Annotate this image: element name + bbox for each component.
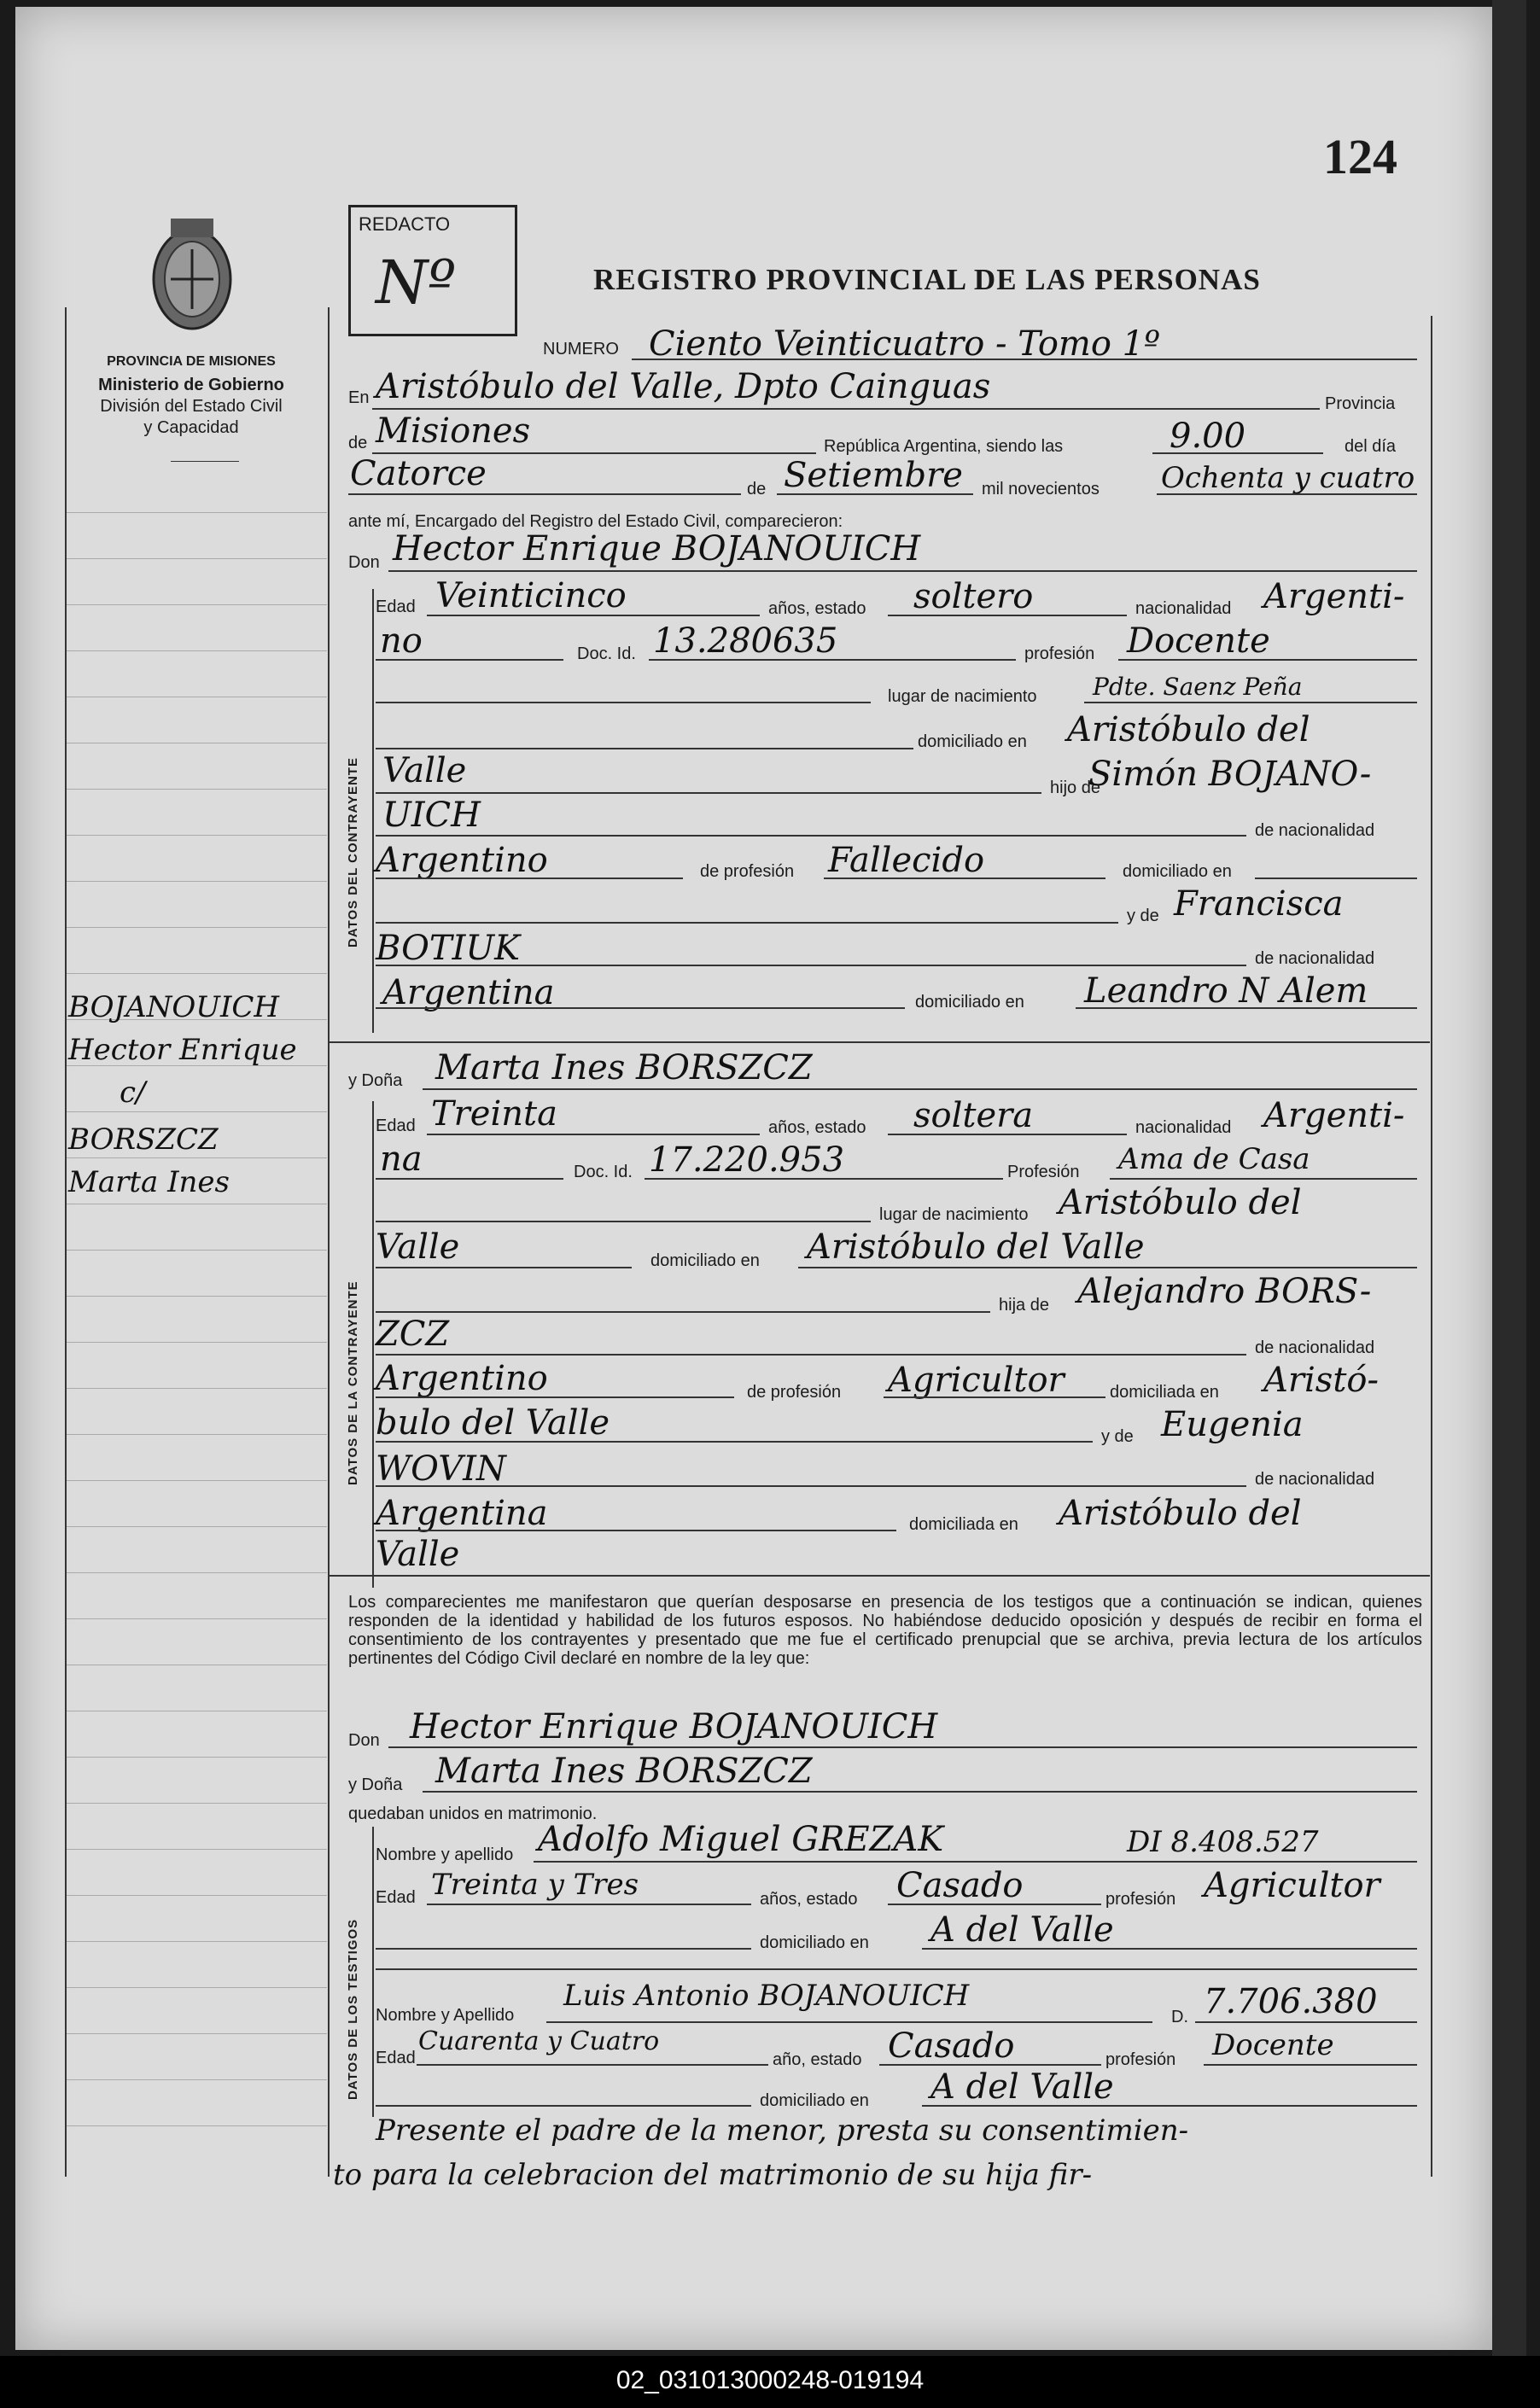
groom-madre-nac: Argentina	[382, 973, 555, 1012]
w1-nombre-value: Adolfo Miguel GREZAK	[538, 1820, 944, 1859]
bride-madre-cont: WOVIN	[376, 1449, 506, 1489]
w2-profesion-value: Docente	[1212, 2028, 1334, 2062]
bride-nacionalidad-label: nacionalidad	[1135, 1118, 1232, 1137]
w2-doc-value: 7.706.380	[1204, 1982, 1378, 2021]
numero-value: Ciento Veinticuatro - Tomo 1º	[649, 324, 1160, 364]
bride-nacionalidad-cont: na	[380, 1140, 423, 1179]
w1-anios-label: años, estado	[760, 1890, 858, 1909]
margin-ruled-line	[67, 881, 327, 882]
bride-dom-label: domiciliada en	[1110, 1383, 1219, 1402]
anio-value: Ochenta y cuatro	[1161, 461, 1415, 495]
w1-profesion-label: profesión	[1105, 1890, 1176, 1909]
bride-anios-label: años, estado	[768, 1118, 866, 1137]
bride-lugar-label: lugar de nacimiento	[879, 1205, 1029, 1224]
groom-nacionalidad-label: nacionalidad	[1135, 599, 1232, 618]
bride-padre-prof: Agricultor	[888, 1361, 1065, 1400]
groom-madre-nac-label: de nacionalidad	[1255, 949, 1375, 968]
division-label: División del Estado Civil	[100, 397, 283, 416]
margin-ruled-line	[67, 1342, 327, 1343]
bride-madre-value: Eugenia	[1161, 1405, 1304, 1444]
book-binding	[1492, 0, 1526, 2356]
bride-padre-dom: Aristó-	[1263, 1361, 1379, 1400]
de2-label: de	[747, 480, 767, 499]
groom-estado-value: soltero	[913, 577, 1034, 616]
margin-note-line2: Hector Enrique	[68, 1033, 297, 1067]
bride-doc-value: 17.220.953	[649, 1140, 845, 1180]
margin-ruled-line	[67, 604, 327, 605]
bride-madre-nac: Argentina	[376, 1494, 548, 1533]
margin-ruled-line	[67, 1434, 327, 1435]
bride-madre-nac-label: de nacionalidad	[1255, 1470, 1375, 1489]
groom-nacionalidad-cont: no	[380, 621, 423, 661]
groom-lugar-value: Pdte. Saenz Peña	[1093, 673, 1303, 701]
w1-nombre-label: Nombre y apellido	[376, 1845, 514, 1864]
w2-domicilio-label: domiciliado en	[760, 2091, 869, 2110]
groom-domicilio-value: Aristóbulo del	[1067, 710, 1310, 749]
groom-padre-value: Simón BOJANO-	[1088, 755, 1372, 794]
mes-value: Setiembre	[784, 456, 963, 495]
groom-y-de-label: y de	[1127, 907, 1159, 925]
bride-doc-label: Doc. Id.	[574, 1163, 633, 1181]
mil-label: mil novecientos	[982, 480, 1100, 499]
margin-ruled-line	[67, 1618, 327, 1619]
bride-side-label: DATOS DE LA CONTRAYENTE	[346, 1280, 360, 1485]
bride-nacionalidad-value: Argenti-	[1263, 1096, 1405, 1135]
groom-edad-value: Veinticinco	[435, 576, 627, 615]
margin-ruled-line	[67, 973, 327, 974]
groom-madre-value: Francisca	[1174, 884, 1344, 924]
page-number: 124	[1323, 129, 1397, 184]
groom-edad-label: Edad	[376, 598, 416, 616]
groom-side-label: DATOS DEL CONTRAYENTE	[346, 757, 360, 947]
registry-title: REGISTRO PROVINCIAL DE LAS PERSONAS	[593, 263, 1261, 296]
bride-lugar-value: Aristóbulo del	[1059, 1183, 1302, 1222]
margin-note-line4: BORSZCZ	[68, 1122, 219, 1157]
margin-ruled-line	[67, 1895, 327, 1896]
bride-padre-cont: ZCZ	[376, 1315, 450, 1354]
bride-de-nac-label: de nacionalidad	[1255, 1338, 1375, 1357]
w2-nombre-value: Luis Antonio BOJANOUICH	[563, 1979, 970, 2013]
groom-profesion-label: profesión	[1024, 644, 1095, 663]
bride-de-prof-label: de profesión	[747, 1383, 842, 1402]
bride-domicilio-value: Aristóbulo del Valle	[807, 1227, 1145, 1267]
margin-ruled-line	[67, 1803, 327, 1804]
decl-dona-label: y Doña	[348, 1775, 403, 1794]
ministry-label: Ministerio de Gobierno	[98, 376, 284, 394]
w2-anios-label: año, estado	[773, 2050, 862, 2069]
decl-don-label: Don	[348, 1731, 380, 1750]
margin-ruled-line	[67, 650, 327, 651]
margin-ruled-line	[67, 1757, 327, 1758]
w1-domicilio-value: A del Valle	[930, 1910, 1114, 1950]
bride-madre-dom-label: domiciliada en	[909, 1515, 1018, 1534]
bride-padre-value: Alejandro BORS-	[1077, 1272, 1372, 1311]
w1-estado-value: Casado	[896, 1866, 1024, 1905]
w1-edad-value: Treinta y Tres	[431, 1868, 639, 1902]
w2-d-label: D.	[1171, 2008, 1188, 2026]
division-label-2: y Capacidad	[143, 418, 239, 437]
groom-de-prof-label: de profesión	[700, 862, 795, 881]
groom-nacionalidad-value: Argenti-	[1263, 577, 1405, 616]
bride-edad-value: Treinta	[431, 1094, 557, 1134]
margin-ruled-line	[67, 1250, 327, 1251]
province-label: PROVINCIA DE MISIONES	[107, 354, 276, 369]
groom-de-nac-label: de nacionalidad	[1255, 821, 1375, 840]
margin-ruled-line	[67, 1987, 327, 1988]
bride-domicilio-label: domiciliado en	[650, 1251, 760, 1270]
groom-domicilio-label: domiciliado en	[918, 732, 1027, 751]
numero-label: NUMERO	[543, 340, 619, 359]
groom-name: Hector Enrique BOJANOUICH	[393, 529, 921, 568]
notes-line1: Presente el padre de la menor, presta su consentimien-	[376, 2114, 1189, 2148]
margin-ruled-line	[67, 1296, 327, 1297]
groom-padre-nac: Argentino	[376, 841, 548, 880]
dia-value: Catorce	[350, 454, 487, 493]
margin-ruled-line	[67, 1157, 327, 1158]
witness-side-label: DATOS DE LOS TESTIGOS	[346, 1918, 360, 2100]
bride-padre-dom-cont: bulo del Valle	[376, 1403, 610, 1443]
bride-estado-value: soltera	[913, 1096, 1034, 1135]
margin-note-line3: c/	[120, 1076, 146, 1110]
margin-note-line1: BOJANOUICH	[68, 990, 280, 1024]
hora-value: 9.00	[1170, 417, 1246, 456]
groom-madre-dom-label: domiciliado en	[915, 993, 1024, 1012]
en-value: Aristóbulo del Valle, Dpto Cainguas	[376, 367, 991, 406]
stamp-handwriting: Nº	[376, 248, 457, 318]
w2-nombre-label: Nombre y Apellido	[376, 2006, 515, 2025]
republica-label: República Argentina, siendo las	[824, 437, 1064, 456]
groom-padre-prof: Fallecido	[828, 841, 985, 880]
groom-don-label: Don	[348, 553, 380, 572]
groom-dom-en-label: domiciliado en	[1123, 862, 1232, 881]
groom-lugar-label: lugar de nacimiento	[888, 687, 1037, 706]
bride-dona-label: y Doña	[348, 1071, 403, 1090]
bride-name: Marta Ines BORSZCZ	[435, 1048, 813, 1087]
footer-id: 02_031013000248-019194	[615, 2366, 925, 2394]
declaration-text: Los comparecientes me manifestaron que querían desposarse en presencia de los testigos que a continuación se indican, quienes responden de la identidad y habilidad de los futuros esposos. No habiéndose deducido oposición y después de recibir en forma el consentimiento de los contrayentes y presentado que me fue el certificado prenupcial que se archiva, previa lectura de los artículos pertinentes del Código Civil declaré en nombre de la ley que:	[348, 1593, 1422, 1668]
provincial-crest-icon	[145, 207, 239, 335]
w1-profesion-value: Agricultor	[1204, 1866, 1380, 1905]
w1-edad-label: Edad	[376, 1888, 416, 1907]
margin-ruled-line	[67, 1941, 327, 1942]
w2-edad-label: Edad	[376, 2049, 416, 2067]
ante-label: ante mí, Encargado del Registro del Estado Civil, comparecieron:	[348, 512, 843, 531]
w2-edad-value: Cuarenta y Cuatro	[418, 2026, 660, 2056]
margin-ruled-line	[67, 2033, 327, 2034]
groom-doc-label: Doc. Id.	[577, 644, 636, 663]
bride-lugar-cont: Valle	[376, 1227, 460, 1267]
bride-madre-dom: Aristóbulo del	[1059, 1494, 1302, 1533]
groom-anios-label: años, estado	[768, 599, 866, 618]
margin-ruled-line	[67, 558, 327, 559]
margin-ruled-line	[67, 1388, 327, 1389]
bride-edad-label: Edad	[376, 1117, 416, 1135]
bride-y-de-label: y de	[1101, 1427, 1134, 1446]
w2-profesion-label: profesión	[1105, 2050, 1176, 2069]
groom-profesion-value: Docente	[1127, 621, 1270, 661]
margin-ruled-line	[67, 512, 327, 513]
bride-hija-label: hija de	[999, 1296, 1049, 1315]
margin-ruled-line	[67, 1111, 327, 1112]
w2-estado-value: Casado	[888, 2026, 1015, 2066]
margin-ruled-line	[67, 1572, 327, 1573]
margin-ruled-line	[67, 2079, 327, 2080]
w1-domicilio-label: domiciliado en	[760, 1933, 869, 1952]
groom-madre-cont: BOTIUK	[376, 929, 521, 968]
groom-doc-value: 13.280635	[653, 621, 838, 661]
w2-domicilio-value: A del Valle	[930, 2067, 1114, 2107]
provincia-label: Provincia	[1325, 394, 1396, 413]
bride-padre-nac: Argentino	[376, 1359, 548, 1398]
groom-padre-cont: UICH	[382, 796, 481, 835]
groom-madre-dom: Leandro N Alem	[1084, 971, 1368, 1011]
margin-ruled-line	[67, 2125, 327, 2126]
bride-profesion-label: Profesión	[1007, 1163, 1080, 1181]
en-label: En	[348, 388, 370, 407]
margin-ruled-line	[67, 1526, 327, 1527]
bride-profesion-value: Ama de Casa	[1118, 1142, 1310, 1176]
margin-ruled-line	[67, 1849, 327, 1850]
de-label: de	[348, 434, 368, 452]
stamp-label: REDACTO	[359, 213, 451, 235]
w1-doc-value: DI 8.408.527	[1127, 1825, 1319, 1859]
de-value: Misiones	[376, 411, 531, 451]
margin-ruled-line	[67, 789, 327, 790]
bride-madre-dom-cont: Valle	[376, 1535, 460, 1574]
groom-hijo-label: hijo de	[1050, 778, 1100, 797]
del-dia-label: del día	[1345, 437, 1397, 456]
margin-ruled-line	[67, 927, 327, 928]
quedaban-label: quedaban unidos en matrimonio.	[348, 1805, 598, 1823]
margin-ruled-line	[67, 1480, 327, 1481]
decl-dona-value: Marta Ines BORSZCZ	[435, 1752, 813, 1791]
decl-don-value: Hector Enrique BOJANOUICH	[410, 1707, 938, 1746]
margin-note-line5: Marta Ines	[68, 1165, 230, 1199]
groom-domicilio-cont: Valle	[382, 751, 467, 790]
notes-line2: to para la celebracion del matrimonio de su hija fir-	[333, 2158, 1093, 2192]
margin-ruled-line	[67, 835, 327, 836]
